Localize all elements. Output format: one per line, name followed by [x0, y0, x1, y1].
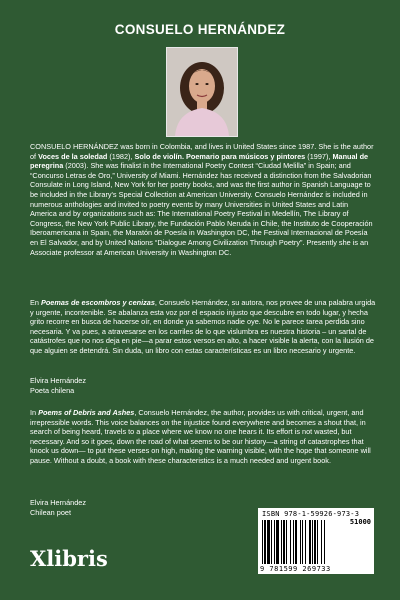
barcode-bars-icon	[262, 520, 346, 564]
signature-en-role: Chilean poet	[30, 507, 71, 517]
blurb-es-body: , Consuelo Hernández, su autora, nos provee de una palabra urgida y urgente, incontenible. Se abalanza esta voz por el espacio injusto que descubre en todo lugar, y hecha grito recorre en busca de hacerse oír, en donde ya sabemos nadie oye. No le parece tarea perdida sino necesaria. Y va pues, a atravesarse en los carriles de lo que vislumbra es nuestra historia – un sartal de catástrofes que no nos deja en pie—a parar estos versos en alto, a hacer visible la alerta, con la ilusión de que alguien se detendrá. Sin duda, un libro con estas características es un libro necesario y urgente.	[30, 298, 376, 355]
blurb-spanish	[30, 298, 376, 356]
bio-text-4: (2003). She was finalist in the International Poetry Contest “Ciudad Melilla” in Spain; and “Concurso Letras de Oro,” University of Miami. Hernández has received a distinction from the Salvadorian Consulate in Long Island, New York for her poetry books, and was the first author in Spanish Language to be included in the Library's Special Collection at American University. Consuelo Hernández is included in numerous anthologies and invited to poetry events by many Universities in United States and Latin America and by organizations such as: The International Poetry Festival in Medellín, The Library of Congress, the New York Public Library, the Fundación Pablo Neruda in Chile, the Instituto de Cooperación Iberoamericana in Spain, the Maratón de Poesía in Washington DC, the Festival Internacional de Poesía en El Salvador, and by United Nations “Dialogue Among Civilization Through Poetry”. Presently she is an Associate professor at American University in Washington DC.	[30, 161, 373, 257]
blurb-en-body: , Consuelo Hernández, the author, provides us with critical, urgent, and irrepressible words. This voice balances on the injustice found everywhere and becomes a shout that, in search of being heard, travels to a place where we know no one hears it. Its effort is not wasted, but necessary. And so it goes, down the road of what seems to be our history—a string of catastrophes that knock us down— to put these verses on high, making the warning visible, with the hope that someone will pause. Without a doubt, a book with these characteristics is a much needed and urgent book.	[30, 408, 371, 465]
signature-es-role: Poeta chilena	[30, 385, 75, 395]
bio-text-3: (1997),	[305, 151, 333, 161]
signature-es-name: Elvira Hernández	[30, 376, 86, 385]
blurb-en-intro: In	[30, 408, 39, 417]
isbn-label: ISBN 978-1-59926-973-3	[262, 510, 360, 518]
blurb-english	[30, 408, 376, 466]
isbn-barcode	[258, 508, 374, 574]
signature-english	[30, 498, 86, 517]
publisher-logo: Xlibris	[30, 546, 108, 571]
author-bio	[30, 142, 376, 257]
book-title-solo-de-violin: Solo de violín. Poemario para músicos y pintores	[134, 151, 306, 161]
price-code: 51000	[349, 518, 371, 526]
book-title-voces: Voces de la soledad	[38, 151, 108, 161]
author-portrait	[166, 47, 238, 137]
ean-digits: 9 781599 269733	[260, 565, 331, 573]
author-name: CONSUELO HERNÁNDEZ	[114, 22, 286, 37]
book-title-en: Poems of Debris and Ashes	[38, 408, 135, 417]
blurb-es-intro: En	[30, 298, 41, 307]
signature-en-name: Elvira Hernández	[30, 498, 86, 507]
bio-text-2: (1982),	[107, 151, 135, 161]
book-title-manual: Manual de peregrina	[30, 151, 369, 171]
signature-spanish	[30, 376, 86, 395]
book-title-es: Poemas de escombros y cenizas	[40, 298, 155, 307]
bio-text-1: CONSUELO HERNÁNDEZ was born in Colombia, and lives in United States since 1987. She is the author of	[30, 142, 374, 161]
